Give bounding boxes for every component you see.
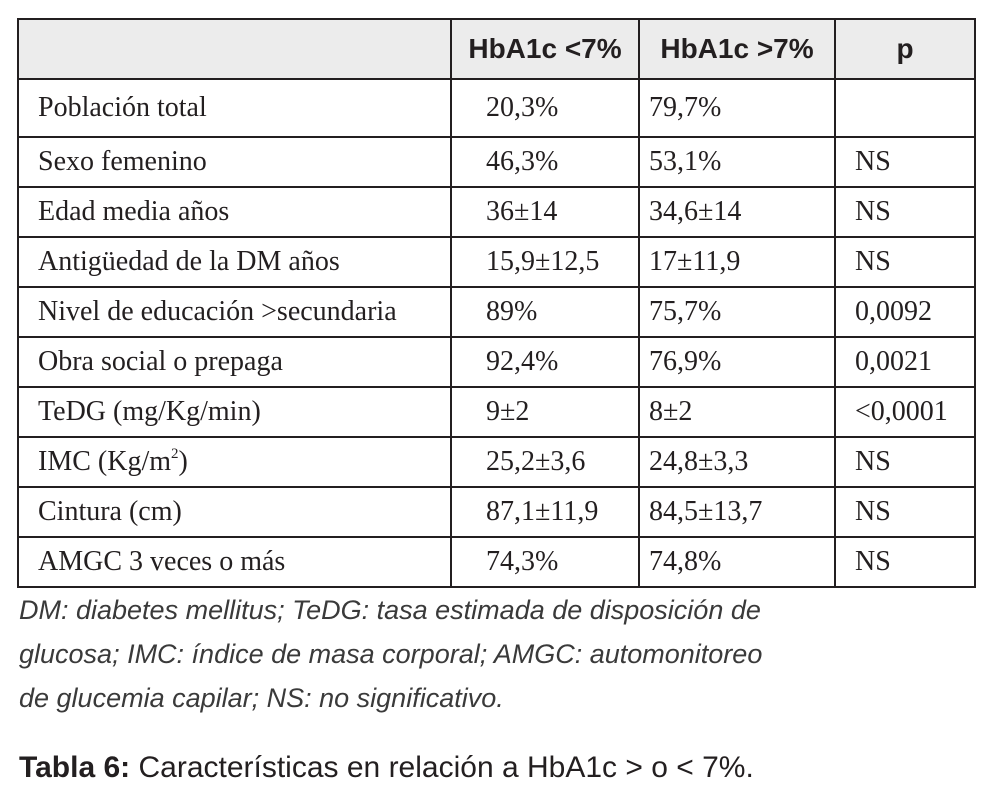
row-label: Edad media años [18,187,451,237]
cell-p: NS [835,487,975,537]
footnote-line: de glucemia capilar; NS: no significativo. [19,683,504,713]
row-label: Obra social o prepaga [18,337,451,387]
row-label: Población total [18,79,451,137]
header-cell-empty [18,19,451,79]
cell-hba1c-gt7: 79,7% [639,79,835,137]
row-label-main: IMC (Kg/m [38,446,171,477]
cell-hba1c-lt7: 89% [451,287,639,337]
cell-p: 0,0021 [835,337,975,387]
row-label: Cintura (cm) [18,487,451,537]
table-row [18,537,975,587]
cell-p: NS [835,137,975,187]
cell-p: NS [835,187,975,237]
row-label: Nivel de educación >secundaria [18,287,451,337]
cell-hba1c-lt7: 20,3% [451,79,639,137]
cell-hba1c-lt7: 87,1±11,9 [451,487,639,537]
cell-hba1c-lt7: 74,3% [451,537,639,587]
cell-hba1c-lt7: 9±2 [451,387,639,437]
table-header-row [18,19,975,79]
cell-p: NS [835,437,975,487]
table-row [18,237,975,287]
cell-p [835,79,975,137]
cell-hba1c-lt7: 92,4% [451,337,639,387]
results-table [17,18,976,588]
cell-hba1c-lt7: 36±14 [451,187,639,237]
table-row [18,437,975,487]
table-footnote [19,588,959,720]
row-label: Antigüedad de la DM años [18,237,451,287]
table-row [18,137,975,187]
header-hba1c-lt7: HbA1c <7% [451,19,639,79]
cell-p: <0,0001 [835,387,975,437]
cell-hba1c-gt7: 8±2 [639,387,835,437]
cell-hba1c-gt7: 74,8% [639,537,835,587]
footnote-line: glucosa; IMC: índice de masa corporal; AMGC: automonitoreo [19,639,763,669]
header-hba1c-gt7: HbA1c >7% [639,19,835,79]
caption-text: Características en relación a HbA1c > o < 7%. [130,751,754,784]
row-label: Sexo femenino [18,137,451,187]
row-label [18,437,451,487]
cell-p: NS [835,237,975,287]
row-label-end: ) [178,446,188,477]
table-row [18,487,975,537]
table-row [18,387,975,437]
row-label: AMGC 3 veces o más [18,537,451,587]
cell-hba1c-gt7: 76,9% [639,337,835,387]
cell-p: NS [835,537,975,587]
cell-hba1c-lt7: 46,3% [451,137,639,187]
cell-hba1c-lt7: 25,2±3,6 [451,437,639,487]
caption-label: Tabla 6: [19,751,131,784]
cell-hba1c-lt7: 15,9±12,5 [451,237,639,287]
row-label-superscript: 2 [171,445,179,462]
table-row [18,187,975,237]
cell-hba1c-gt7: 53,1% [639,137,835,187]
row-label: TeDG (mg/Kg/min) [18,387,451,437]
cell-hba1c-gt7: 17±11,9 [639,237,835,287]
cell-hba1c-gt7: 75,7% [639,287,835,337]
table-row [18,287,975,337]
cell-hba1c-gt7: 34,6±14 [639,187,835,237]
cell-hba1c-gt7: 24,8±3,3 [639,437,835,487]
cell-hba1c-gt7: 84,5±13,7 [639,487,835,537]
cell-p: 0,0092 [835,287,975,337]
footnote-line: DM: diabetes mellitus; TeDG: tasa estimada de disposición de [19,595,761,625]
table-row [18,337,975,387]
header-p: p [835,19,975,79]
table-row [18,79,975,137]
table-caption [19,748,979,788]
